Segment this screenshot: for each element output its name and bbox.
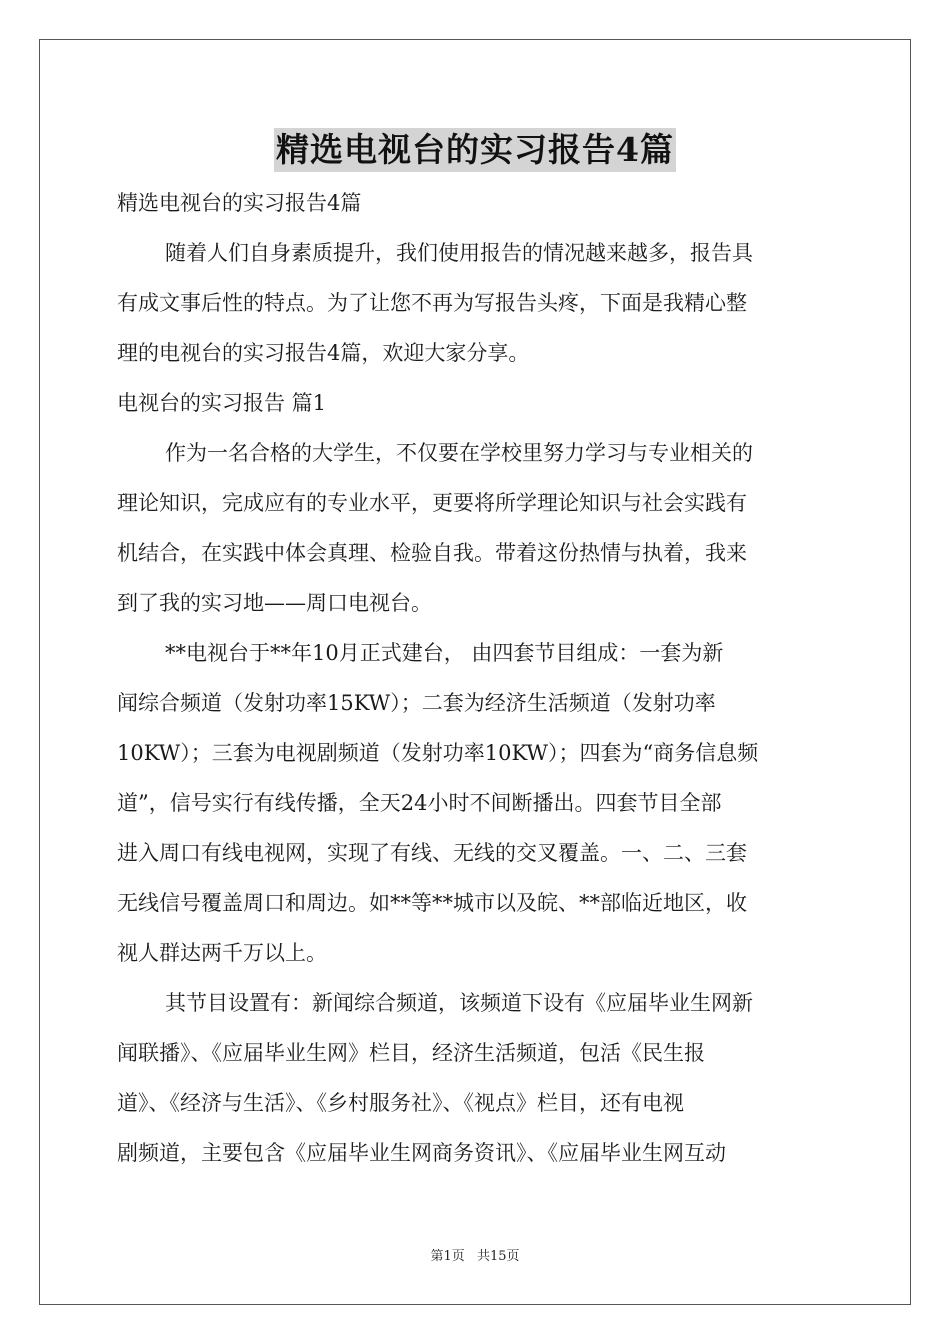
text-line: 其节目设置有：新闻综合频道，该频道下设有《应届毕业生网新 <box>165 991 753 1015</box>
text-line: 闻综合频道（发射功率15KW）；二套为经济生活频道（发射功率 <box>117 691 716 715</box>
page-total: 共15页 <box>476 1249 520 1264</box>
text-line: 剧频道，主要包含《应届毕业生网商务资讯》、《应届毕业生网互动 <box>117 1141 726 1165</box>
text-line: 作为一名合格的大学生，不仅要在学校里努力学习与专业相关的 <box>165 441 753 465</box>
text-line: 到了我的实习地——周口电视台。 <box>117 591 432 615</box>
text-line: 有成文事后性的特点。为了让您不再为写报告头疼，下面是我精心整 <box>117 291 747 315</box>
text-line: 视人群达两千万以上。 <box>117 941 327 965</box>
text-line: 机结合，在实践中体会真理、检验自我。带着这份热情与执着，我来 <box>117 541 747 565</box>
page-number: 第1页 <box>430 1249 465 1264</box>
document-body <box>117 178 837 1178</box>
text-line: 精选电视台的实习报告4篇 <box>117 191 362 215</box>
text-line: 闻联播》、《应届毕业生网》栏目，经济生活频道，包活《民生报 <box>117 1041 705 1065</box>
page-footer <box>0 1245 950 1264</box>
text-line: 随着人们自身素质提升，我们使用报告的情况越来越多，报告具 <box>165 241 753 265</box>
text-line: 10KW）；三套为电视剧频道（发射功率10KW）；四套为“商务信息频 <box>117 741 759 765</box>
text-line: 理的电视台的实习报告4篇，欢迎大家分享。 <box>117 341 530 365</box>
document-title: 精选电视台的实习报告4篇 <box>274 128 676 172</box>
text-line: 理论知识，完成应有的专业水平，更要将所学理论知识与社会实践有 <box>117 491 747 515</box>
text-line: 无线信号覆盖周口和周边。如**等**城市以及皖、**部临近地区，收 <box>117 891 747 915</box>
text-line: **电视台于**年10月正式建台， 由四套节目组成：一套为新 <box>165 641 724 665</box>
text-line: 进入周口有线电视网，实现了有线、无线的交叉覆盖。一、二、三套 <box>117 841 747 865</box>
text-line: 道”，信号实行有线传播，全天24小时不间断播出。四套节目全部 <box>117 791 722 815</box>
title-container <box>0 128 950 172</box>
text-line: 道》、《经济与生活》、《乡村服务社》、《视点》栏目，还有电视 <box>117 1091 684 1115</box>
text-line: 电视台的实习报告 篇1 <box>117 391 327 415</box>
